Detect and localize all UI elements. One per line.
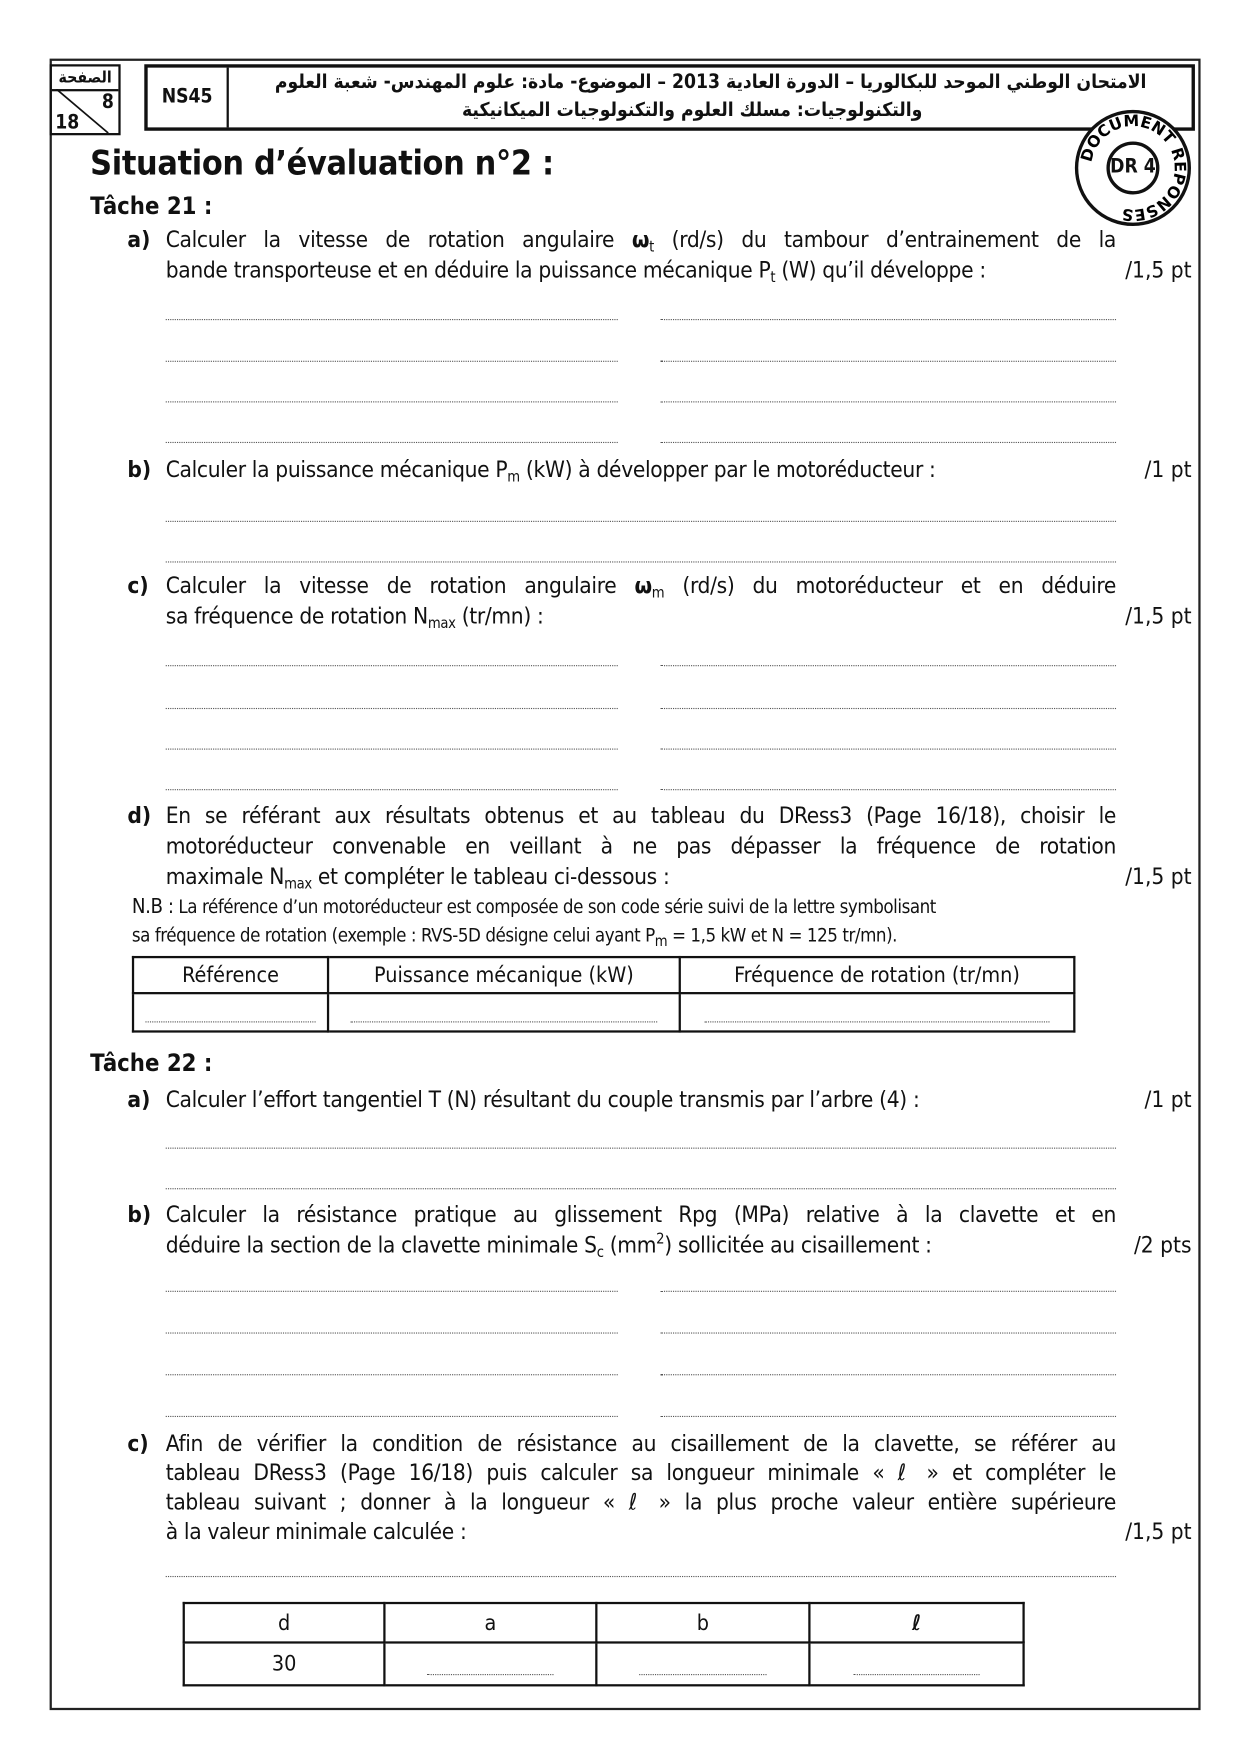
answer-line[interactable] (166, 401, 618, 402)
answer-line[interactable] (166, 789, 618, 790)
exam-code: NS45 (148, 68, 229, 128)
question-21c-line-2: sa fréquence de rotation $N_{max}$ (tr/mn) : (165, 601, 544, 633)
question-b-label: b) (127, 455, 152, 483)
points-22b: /2 pts (1133, 1231, 1192, 1259)
answer-line[interactable] (661, 708, 1116, 709)
table-header: ℓ (809, 1603, 1023, 1642)
table-header: a (384, 1603, 596, 1642)
question-21c-line-1: Calculer la vitesse de rotation angulaire $\omega_m$ (rd/s) du motoréducteur et en déduire (165, 571, 1117, 602)
answer-line[interactable] (661, 665, 1116, 666)
page-title: Situation d’évaluation n°2 : (90, 144, 554, 184)
answer-line[interactable] (166, 749, 618, 750)
table-header: d (184, 1603, 385, 1642)
answer-line[interactable] (661, 319, 1116, 320)
question-22c-line-3: tableau suivant ; donner à la longueur « ℓ » la plus proche valeur entière supérieure (165, 1488, 1117, 1516)
answer-line[interactable] (661, 1416, 1116, 1417)
answer-line[interactable] (166, 665, 618, 666)
question-c-label: c) (127, 1429, 149, 1457)
answer-line[interactable] (661, 1332, 1116, 1333)
a-answer-field[interactable] (384, 1642, 596, 1685)
question-21d-line-3: maximale $N_{max}$ et compléter le tableau ci-dessous : (165, 862, 670, 893)
answer-line[interactable] (166, 1332, 618, 1333)
clavette-table (183, 1602, 1025, 1687)
task-21-title: Tâche 21 : (90, 192, 213, 220)
question-22b-line-2: déduire la section de la clavette minimale $S_c$ $(mm^2)$ sollicitée au cisaillement : (165, 1231, 932, 1262)
header-line-1: الامتحان الوطني الموحد للبكالوريا – الدورة العادية 2013 – الموضوع- مادة: علوم المهندس- شعبة العلوم (274, 71, 1147, 94)
points-22a: /1 pt (1144, 1085, 1192, 1113)
question-21b-line-1: Calculer la puissance mécanique $P_m$ (kW) à développer par le motoréducteur : (165, 455, 936, 486)
l-answer-field[interactable] (809, 1642, 1023, 1685)
answer-line[interactable] (166, 1576, 1116, 1577)
answer-line[interactable] (661, 1291, 1116, 1292)
frequency-answer-field[interactable] (680, 993, 1075, 1031)
power-answer-field[interactable] (328, 993, 680, 1031)
question-21a-line-1: Calculer la vitesse de rotation angulaire $\omega_t$ (rd/s) du tambour d’entrainement de la (165, 225, 1117, 256)
answer-line[interactable] (166, 521, 1116, 522)
answer-line[interactable] (166, 561, 1116, 562)
question-c-label: c) (127, 571, 149, 599)
question-21a-line-2: bande transporteuse et en déduire la puissance mécanique $P_t$ (W) qu’il développe : (165, 255, 986, 287)
points-21d: /1,5 pt (1125, 862, 1192, 890)
answer-line[interactable] (166, 442, 618, 443)
table-header: Puissance mécanique (kW) (328, 957, 680, 993)
question-22c-line-2: tableau DRess3 (Page 16/18) puis calculer sa longueur minimale « ℓ » et compléter le (165, 1458, 1117, 1486)
question-d-label: d) (127, 801, 152, 829)
table-header: Référence (133, 957, 328, 993)
answer-line[interactable] (166, 1416, 618, 1417)
table-header: Fréquence de rotation (tr/mn) (680, 957, 1075, 993)
page-number: 8 (101, 91, 114, 114)
nb-line-1: N.B : La référence d’un motoréducteur est composée de son code série suivi de la lettre symbolisant (131, 895, 936, 919)
header-box (144, 64, 1195, 131)
page-number-box (50, 64, 121, 135)
answer-line[interactable] (166, 1291, 618, 1292)
question-a-label: a) (127, 225, 151, 253)
question-a-label: a) (127, 1085, 151, 1113)
stamp-inner-text: DR 4 (1110, 155, 1156, 179)
header-line-2: والتكنولوجيات: مسلك العلوم والتكنولوجيات الميكانيكية (461, 99, 923, 122)
answer-line[interactable] (661, 401, 1116, 402)
answer-line[interactable] (661, 1374, 1116, 1375)
answer-line[interactable] (166, 1188, 1116, 1189)
answer-line[interactable] (661, 442, 1116, 443)
question-21d-line-2: motoréducteur convenable en veillant à ne pas dépasser la fréquence de rotation (165, 831, 1117, 860)
question-21d-line-1: En se référant aux résultats obtenus et au tableau du DRess3 (Page 16/18), choisir le (165, 801, 1117, 829)
question-b-label: b) (127, 1200, 152, 1228)
question-22c-line-1: Afin de vérifier la condition de résistance au cisaillement de la clavette, se référer au (165, 1429, 1117, 1457)
answer-line[interactable] (661, 749, 1116, 750)
reference-answer-field[interactable] (133, 993, 328, 1031)
points-21b: /1 pt (1144, 455, 1192, 483)
document-reponses-stamp (1073, 108, 1192, 227)
stamp-outer-text: DOCUMENT REPONSES (1076, 111, 1190, 225)
d-value: 30 (184, 1642, 385, 1685)
question-22b-line-1: Calculer la résistance pratique au glissement Rpg (MPa) relative à la clavette et en (165, 1200, 1117, 1228)
page-label: الصفحة (52, 67, 119, 92)
answer-line[interactable] (166, 1148, 1116, 1149)
answer-line[interactable] (166, 1374, 618, 1375)
table-header: b (596, 1603, 809, 1642)
question-22a-line-1: Calculer l’effort tangentiel T (N) résultant du couple transmis par l’arbre (4) : (165, 1085, 920, 1113)
answer-line[interactable] (166, 319, 618, 320)
answer-line[interactable] (166, 708, 618, 709)
points-22c: /1,5 pt (1125, 1517, 1192, 1545)
points-21a: /1,5 pt (1125, 255, 1192, 283)
question-22c-line-4: à la valeur minimale calculée : (165, 1517, 467, 1545)
points-21c: /1,5 pt (1125, 601, 1192, 630)
page-total: 18 (55, 111, 80, 135)
task-22-title: Tâche 22 : (90, 1049, 213, 1077)
answer-line[interactable] (661, 361, 1116, 362)
answer-line[interactable] (166, 361, 618, 362)
nb-line-2: sa fréquence de rotation (exemple : RVS-5D désigne celui ayant $P_m = 1,5$ kW et N = 125 tr/mn). (131, 924, 898, 951)
motoreducteur-table (132, 956, 1076, 1033)
b-answer-field[interactable] (596, 1642, 809, 1685)
answer-line[interactable] (661, 789, 1116, 790)
